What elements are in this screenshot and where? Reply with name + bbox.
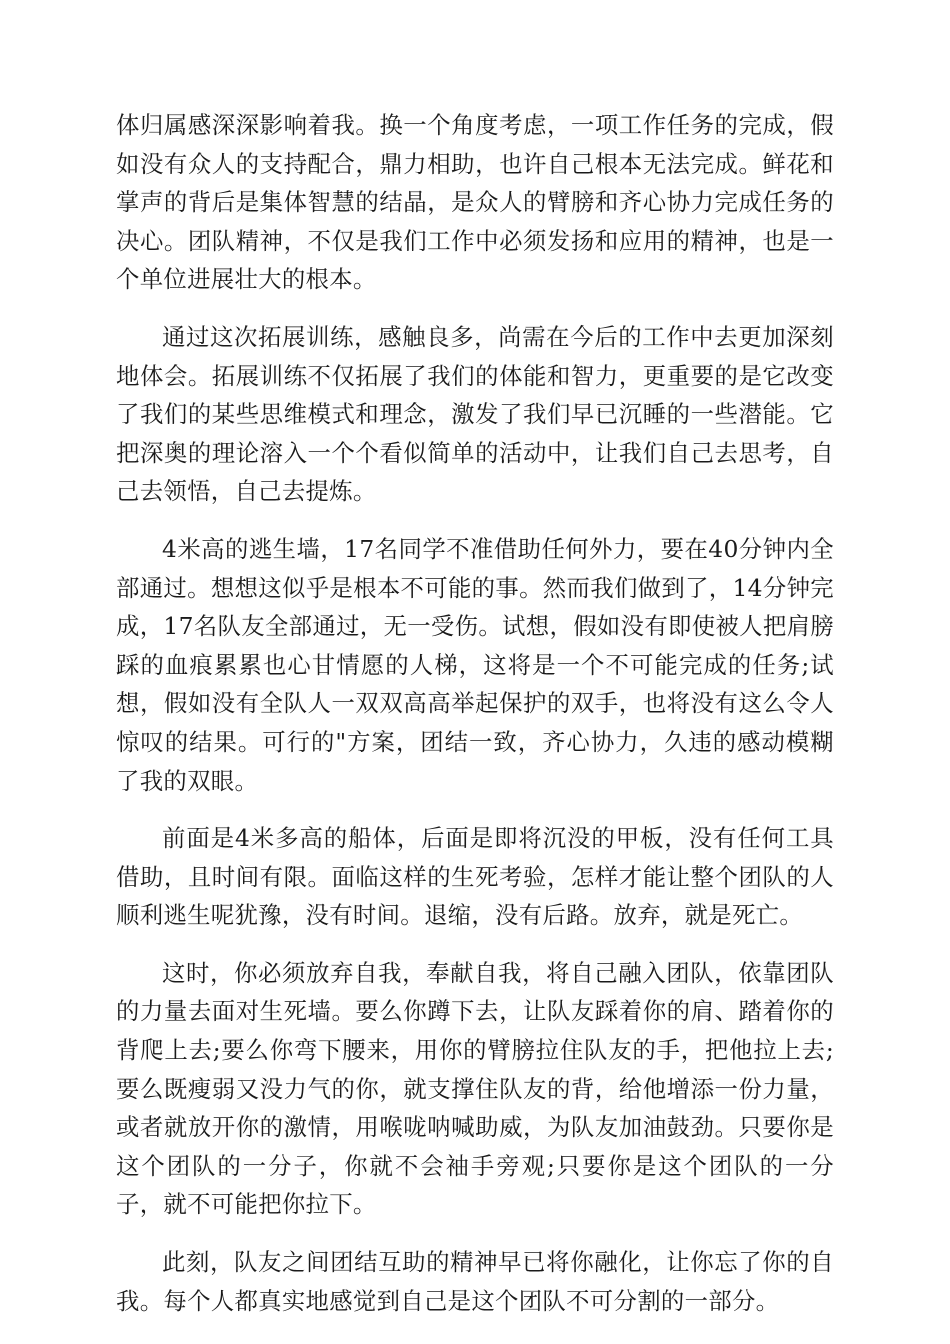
paragraph-3: 4米高的逃生墙，17名同学不准借助任何外力，要在40分钟内全部通过。想想这似乎是根本不可能的事。然而我们做到了，14分钟完成，17名队友全部通过，无一受伤。试想，假如没有即使被人把肩膀踩的血痕累累也心甘情愿的人梯，这将是一个不可能完成的任务;试想，假如没有全队人一双双高高举起保护的双手，也将没有这么令人惊叹的结果。可行的"方案，团结一致，齐心协力，久违的感动模糊了我的双眼。 <box>116 534 834 795</box>
document-body <box>116 106 834 1339</box>
paragraph-6: 此刻，队友之间团结互助的精神早已将你融化，让你忘了你的自我。每个人都真实地感觉到自己是这个团队不可分割的一部分。 <box>116 1248 834 1315</box>
paragraph-2: 通过这次拓展训练，感触良多，尚需在今后的工作中去更加深刻地体会。拓展训练不仅拓展了我们的体能和智力，更重要的是它改变了我们的某些思维模式和理念，激发了我们早已沉睡的一些潜能。它把深奥的理论溶入一个个看似简单的活动中，让我们自己去思考，自己去领悟，自己去提炼。 <box>116 322 834 506</box>
paragraph-1: 体归属感深深影响着我。换一个角度考虑，一项工作任务的完成，假如没有众人的支持配合，鼎力相助，也许自己根本无法完成。鲜花和掌声的背后是集体智慧的结晶，是众人的臂膀和齐心协力完成任务的决心。团队精神，不仅是我们工作中必须发扬和应用的精神，也是一个单位进展壮大的根本。 <box>116 111 834 294</box>
paragraph-5: 这时，你必须放弃自我，奉献自我，将自己融入团队，依靠团队的力量去面对生死墙。要么你蹲下去，让队友踩着你的肩、踏着你的背爬上去;要么你弯下腰来，用你的臂膀拉住队友的手，把他拉上去;要么既瘦弱又没力气的你，就支撑住队友的背，给他增添一份力量，或者就放开你的激情，用喉咙呐喊助威，为队友加油鼓劲。只要你是这个团队的一分子，你就不会袖手旁观;只要你是这个团队的一分子，就不可能把你拉下。 <box>116 958 834 1219</box>
paragraph-4: 前面是4米多高的船体，后面是即将沉没的甲板，没有任何工具借助，且时间有限。面临这样的生死考验，怎样才能让整个团队的人顺利逃生呢犹豫，没有时间。退缩，没有后路。放弃，就是死亡。 <box>116 824 834 930</box>
